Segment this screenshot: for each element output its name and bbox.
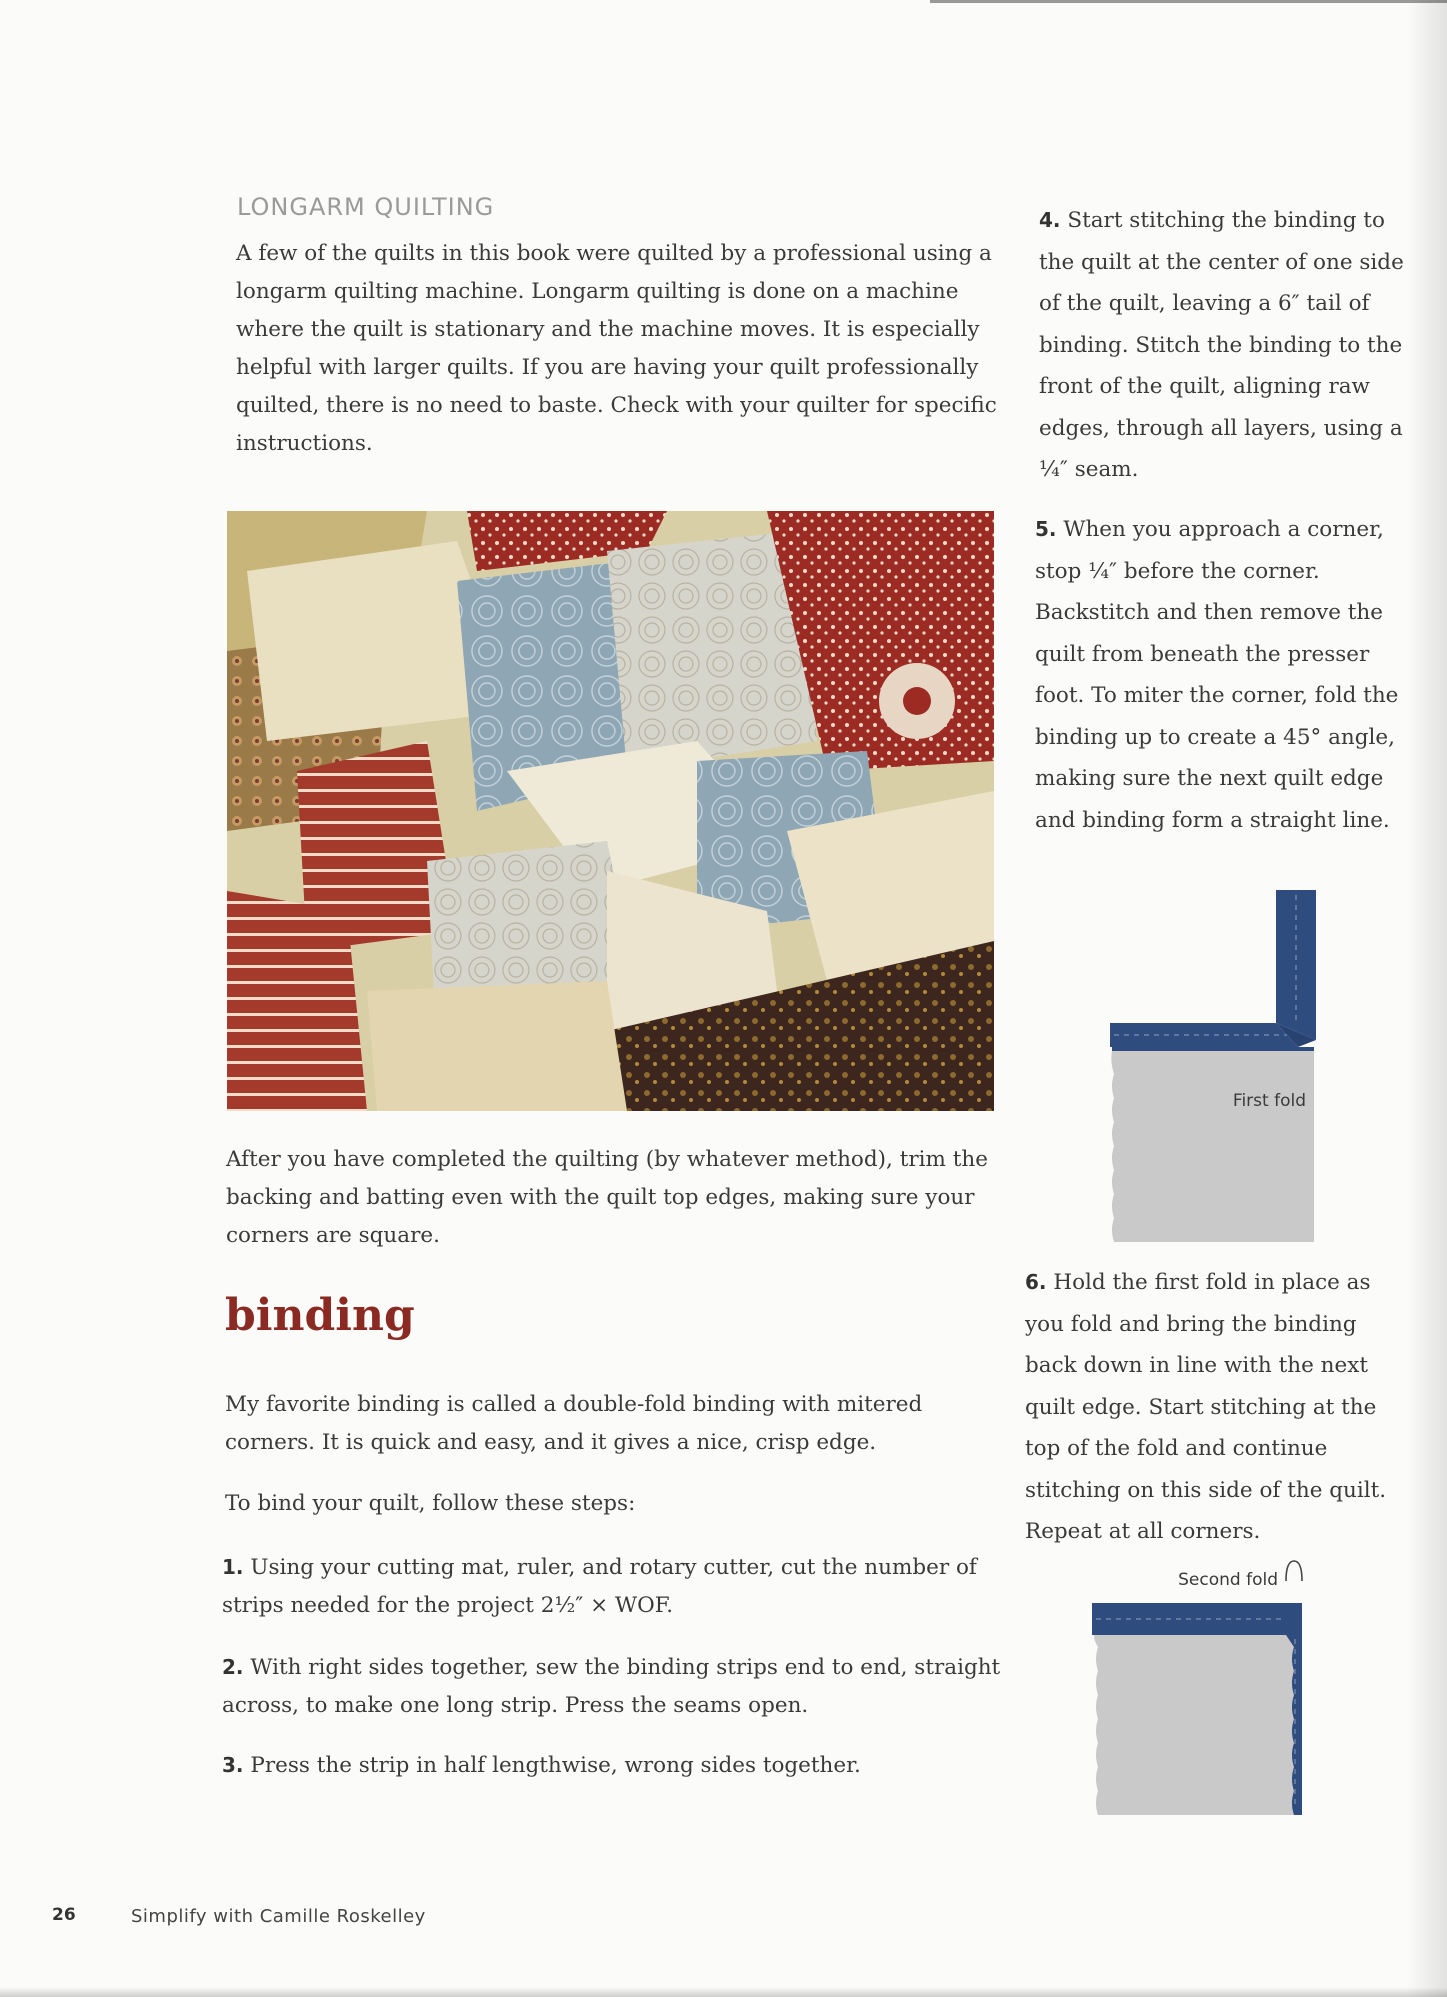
step-text: Using your cutting mat, ruler, and rotary cutter, cut the number of strips needed for the project 2½″ × WOF. xyxy=(222,1555,977,1618)
first-fold-diagram xyxy=(1108,890,1338,1250)
step-number: 4. xyxy=(1039,208,1061,232)
page-bottom-edge xyxy=(0,1987,1447,1997)
step-text: Hold the first fold in place as you fold and bring the binding back down in line with the next quilt edge. Start stitching at the top of the fold and continue stitching on this side of the quilt. Repeat at all corners. xyxy=(1025,1270,1387,1544)
step-text: Press the strip in half lengthwise, wrong sides together. xyxy=(250,1753,861,1778)
page-top-edge xyxy=(930,0,1447,3)
step-6 xyxy=(1025,1262,1410,1553)
step-number: 1. xyxy=(222,1555,244,1579)
step-number: 6. xyxy=(1025,1270,1047,1294)
step-text: With right sides together, sew the binding strips end to end, straight across, to make one long strip. Press the seams open. xyxy=(222,1655,1001,1718)
step-text: Start stitching the binding to the quilt at the center of one side of the quilt, leaving a 6″ tail of binding. Stitch the binding to the front of the quilt, aligning raw edges, through all layers, using a ¼″ seam. xyxy=(1039,208,1404,482)
binding-heading: binding xyxy=(225,1290,415,1341)
book-title: Simplify with Camille Roskelley xyxy=(131,1906,426,1927)
step-number: 5. xyxy=(1035,517,1057,541)
step-4 xyxy=(1039,200,1409,491)
first-fold-label: First fold xyxy=(1232,1091,1306,1111)
gutter-shadow xyxy=(1407,0,1447,1997)
step-3 xyxy=(222,1746,1002,1785)
longarm-heading: LONGARM QUILTING xyxy=(237,193,495,221)
binding-intro: My favorite binding is called a double-fold binding with mitered corners. It is quick and easy, and it gives a nice, crisp edge. xyxy=(225,1392,923,1455)
longarm-paragraph: A few of the quilts in this book were quilted by a professional using a longarm quilting machine. Longarm quilting is done on a machine where the quilt is stationary and the machine moves. It is especially helpful with larger quilts. If you are having your quilt professionally quilted, there is no need to baste. Check with your quilter for specific instructions. xyxy=(236,241,997,456)
step-number: 2. xyxy=(222,1655,244,1679)
fold-arrow-icon xyxy=(1286,1561,1302,1581)
step-text: When you approach a corner, stop ¼″ before the corner. Backstitch and then remove the quilt from beneath the presser foot. To miter the corner, fold the binding up to create a 45° angle, making sure the next quilt edge and binding form a straight line. xyxy=(1035,517,1399,833)
quilt-corner xyxy=(1094,1635,1300,1815)
binding-lead: To bind your quilt, follow these steps: xyxy=(225,1491,636,1516)
quilt-photo xyxy=(227,511,994,1111)
step-number: 3. xyxy=(222,1753,244,1777)
quilt-corner xyxy=(1111,1050,1314,1242)
step-5 xyxy=(1035,509,1410,841)
page-number: 26 xyxy=(52,1905,76,1925)
step-2 xyxy=(222,1648,1002,1725)
after-quilting-paragraph: After you have completed the quilting (by whatever method), trim the backing and batting even with the quilt top edges, making sure your corners are square. xyxy=(226,1147,988,1248)
second-fold-diagram xyxy=(1090,1553,1320,1823)
step-1 xyxy=(222,1548,1002,1625)
second-fold-label: Second fold xyxy=(1178,1570,1278,1590)
